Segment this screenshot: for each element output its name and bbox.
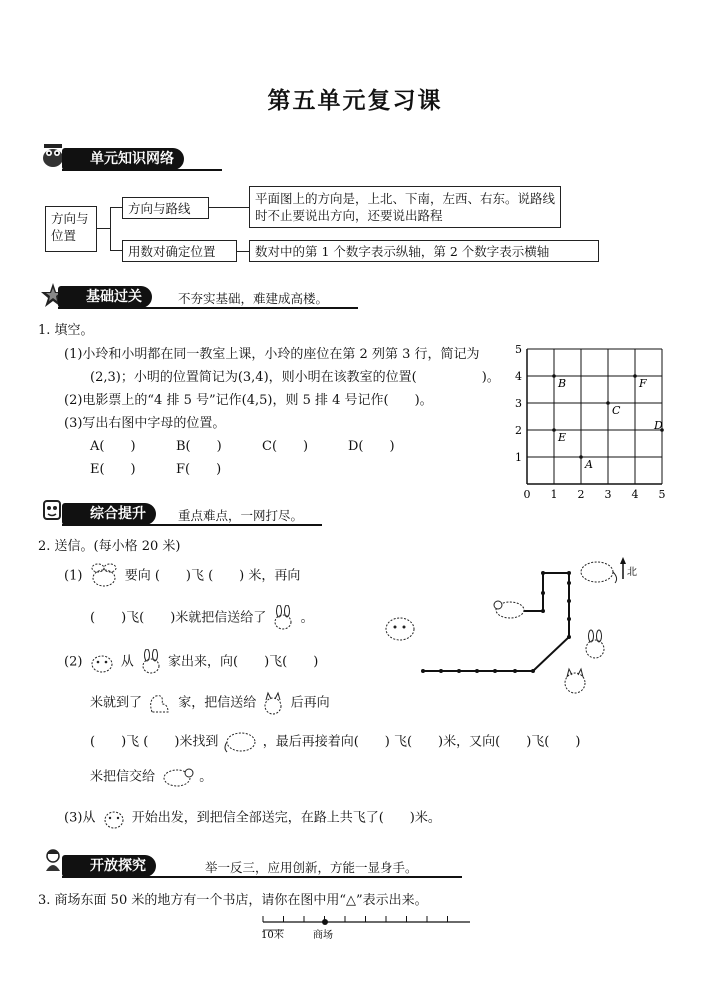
point-label-b: B <box>558 377 567 390</box>
mindmap-branch-route <box>122 197 209 219</box>
mindmap-desc-pairs <box>249 240 599 262</box>
section-label: 基础过关 <box>58 286 152 308</box>
point-f <box>633 374 637 378</box>
number-line <box>255 910 475 940</box>
answer-b: B( ) <box>176 439 222 454</box>
point-label-c: C <box>612 404 621 417</box>
y-tick-label: 1 <box>515 451 522 464</box>
y-tick-label: 5 <box>515 343 522 356</box>
question-2-heading: 2. 送信。(每小格 20 米) <box>38 539 181 554</box>
connector <box>209 207 249 208</box>
question-text: (3)写出右图中字母的位置。 <box>64 416 226 431</box>
y-tick-label: 3 <box>515 397 522 410</box>
squirrel-icon <box>146 690 174 716</box>
question-3-heading: 3. 商场东面 50 米的地方有一个书店，请你在图中用“△”表示出来。 <box>38 893 428 908</box>
mindmap-desc-route <box>249 186 561 228</box>
divider <box>62 169 222 171</box>
question-1-heading: 1. 填空。 <box>38 323 94 338</box>
connector <box>110 207 111 250</box>
connector <box>110 250 122 251</box>
point-label-f: F <box>639 377 647 390</box>
question-text-part: 开始出发，到把信全部送完，在路上共飞了( )米。 <box>131 810 441 826</box>
y-tick-label: 2 <box>515 424 522 437</box>
dog-icon <box>159 765 195 789</box>
mindmap-branch-pairs <box>122 240 237 262</box>
answer-c: C( ) <box>262 439 309 454</box>
section-slogan: 不夯实基础，难建成高楼。 <box>178 291 329 306</box>
rabbit-icon <box>270 605 296 631</box>
answer-d: D( ) <box>348 439 395 454</box>
bee-on-map-icon <box>386 618 414 640</box>
question-text <box>64 648 318 676</box>
mall-marker <box>322 919 328 925</box>
rabbit-on-map-icon <box>586 630 604 658</box>
mindmap-root-label: 方向与位置 <box>51 211 89 243</box>
question-text-part: 家，把信送给 <box>178 695 257 711</box>
question-text: (2,3)；小明的位置简记为(3,4)，则小明在该教室的位置( )。 <box>90 370 500 385</box>
question-text-part: (3)从 <box>64 810 96 826</box>
cat-icon <box>260 690 286 716</box>
connector <box>110 207 122 208</box>
divider <box>62 876 462 878</box>
route-map <box>375 553 675 703</box>
question-text-part: 从 <box>120 654 134 670</box>
scale-label: 10米 <box>261 930 284 940</box>
grid-svg <box>512 342 677 502</box>
x-tick-label: 4 <box>631 488 639 501</box>
section-advanced-banner <box>40 503 680 525</box>
desc-line: 数对中的第 1 个数字表示纵轴，第 2 个数字表示横轴 <box>255 244 550 259</box>
page-title: 第五单元复习课 <box>267 88 443 114</box>
x-tick-label: 1 <box>550 488 558 501</box>
section-label: 开放探究 <box>62 855 156 877</box>
section-basic-banner <box>40 286 680 308</box>
x-tick-label: 2 <box>577 488 585 501</box>
section-label: 单元知识网络 <box>62 148 184 170</box>
bee-icon <box>87 648 117 676</box>
divider <box>62 524 322 526</box>
point-b <box>552 374 556 378</box>
mindmap-branch-label: 用数对确定位置 <box>128 244 216 259</box>
point-e <box>552 428 556 432</box>
question-text <box>90 730 580 754</box>
elephant-on-map-icon <box>581 562 617 583</box>
bee-icon <box>87 562 121 590</box>
dog-on-map-icon <box>494 601 524 618</box>
question-text <box>90 605 314 631</box>
section-slogan: 举一反三，应用创新，方能一显身手。 <box>205 860 418 875</box>
desc-line: 平面图上的方向是，上北、下南，左西、右东。说路线 <box>255 191 556 206</box>
answer-e: E( ) <box>90 462 136 477</box>
bee-icon <box>100 805 128 831</box>
question-text-part: ( )飞 ( )米找到 <box>90 734 219 750</box>
answer-a: A( ) <box>90 439 136 454</box>
question-text-part: 米就到了 <box>90 695 143 711</box>
mindmap-branch-label: 方向与路线 <box>128 201 191 216</box>
question-text-part: ( )飞( )米就把信送给了 <box>90 610 267 626</box>
point-label-e: E <box>558 431 567 444</box>
point-a <box>579 455 583 459</box>
section-label: 综合提升 <box>62 503 156 525</box>
section-slogan: 重点难点，一网打尽。 <box>178 508 304 523</box>
flight-path <box>423 573 569 671</box>
item-number: (2) <box>64 654 83 670</box>
connector <box>237 251 249 252</box>
rabbit-icon <box>138 649 164 675</box>
elephant-icon <box>223 730 259 754</box>
question-text-part: 后再向 <box>290 695 330 711</box>
north-label: 北 <box>627 567 637 578</box>
section-explore-banner <box>40 855 680 877</box>
connector <box>97 228 110 229</box>
question-text <box>64 562 300 590</box>
item-number: (1) <box>64 568 83 584</box>
mindmap-root <box>45 206 97 252</box>
x-tick-label: 3 <box>604 488 612 501</box>
desc-line: 时不止要说出方向，还要说出路程 <box>255 208 443 223</box>
question-text-part: 要向 ( )飞 ( ) 米，再向 <box>124 568 301 584</box>
question-text <box>64 805 441 831</box>
question-text <box>90 690 330 716</box>
north-arrow-icon <box>620 557 626 579</box>
cat-on-map-icon <box>565 669 585 693</box>
question-text-part: 家出来，向( )飞( ) <box>168 654 319 670</box>
question-text <box>90 765 212 789</box>
divider <box>58 307 358 309</box>
point-label-a: A <box>585 458 593 471</box>
answer-f: F( ) <box>176 462 222 477</box>
x-tick-label: 5 <box>658 488 666 501</box>
point-c <box>606 401 610 405</box>
y-tick-label: 4 <box>515 370 522 383</box>
question-text-part: 米把信交给 <box>90 769 156 785</box>
question-text: (1)小玲和小明都在同一教室上课，小玲的座位在第 2 列第 3 行，简记为 <box>64 347 480 362</box>
section-knowledge-banner <box>40 148 680 170</box>
question-text-part: ，最后再接着向( ) 飞( )米，又向( )飞( ) <box>262 734 581 750</box>
x-tick-label: 0 <box>523 488 531 501</box>
question-text: (2)电影票上的“4 排 5 号”记作(4,5)，则 5 排 4 号记作( )。 <box>64 393 433 408</box>
mall-label: 商场 <box>313 930 333 940</box>
point-label-d: D <box>654 419 663 432</box>
question-text-part: 。 <box>199 769 213 785</box>
question-text-part: 。 <box>300 610 314 626</box>
coordinate-grid-chart <box>512 342 677 506</box>
